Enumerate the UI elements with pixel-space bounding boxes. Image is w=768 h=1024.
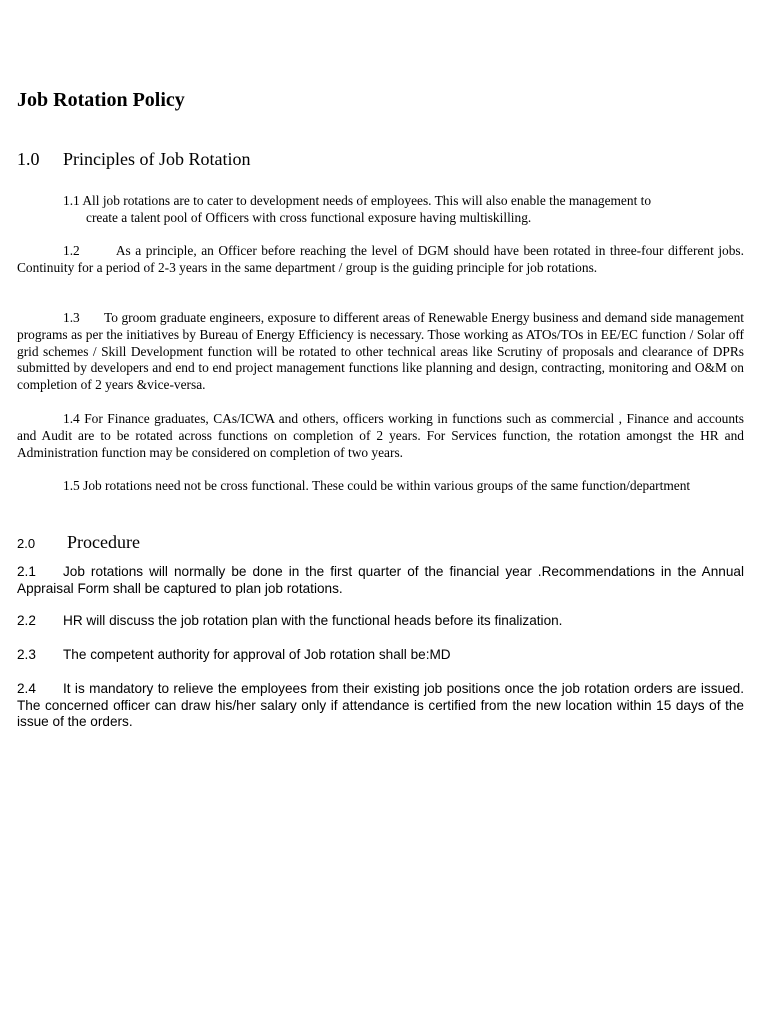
paragraph-number: 2.4	[17, 681, 36, 696]
paragraph-text: As a principle, an Officer before reaching the level of DGM should have been rotated in three-four different jobs. Continuity for a period of 2-3 years in the same department / group is the guiding principle for job rotations.	[17, 243, 744, 275]
paragraph-number: 2.2	[17, 613, 36, 628]
paragraph-continuation: create a talent pool of Officers with cross functional exposure having multiskilling.	[86, 209, 532, 225]
page-title: Job Rotation Policy	[17, 89, 185, 111]
paragraph-text: It is mandatory to relieve the employees from their existing job positions once the job rotation orders are issued. The concerned officer can draw his/her salary only if attendance is certified from the new location within 15 days of the issue of the orders.	[17, 681, 744, 730]
paragraph-text: Job rotations will normally be done in the first quarter of the financial year .Recommendations in the Annual Appraisal Form shall be captured to plan job rotations.	[17, 564, 744, 596]
paragraph-2-4	[17, 681, 744, 731]
paragraph-1-5	[17, 478, 744, 495]
section-title: Principles of Job Rotation	[63, 149, 251, 169]
paragraph-text: For Finance graduates, CAs/ICWA and others, officers working in functions such as commercial , Finance and accounts and Audit are to be rotated across functions on completion of 2 years. For Services function, the rotation amongst the HR and Administration function may be considered on completion of two years.	[17, 411, 744, 460]
paragraph-number: 1.5	[63, 478, 80, 493]
paragraph-text: The competent authority for approval of Job rotation shall be:MD	[63, 647, 451, 662]
paragraph-text: All job rotations are to cater to development needs of employees. This will also enable the management to	[82, 193, 652, 208]
paragraph-text: To groom graduate engineers, exposure to different areas of Renewable Energy business and demand side management programs as per the initiatives by Bureau of Energy Efficiency is necessary. Those working as ATOs/TOs in EE/EC function / Solar off grid schemes / Skill Development function will be rotated to other technical areas like Scrutiny of proposals and clearance of DPRs submitted by developers and end to end project management functions like planning and design, contracting, monitoring and O&M on completion of 2 years &vice-versa.	[17, 310, 744, 393]
section-title: Procedure	[67, 532, 140, 552]
section-number: 2.0	[17, 536, 36, 551]
paragraph-2-2	[17, 613, 744, 630]
paragraph-1-1	[17, 193, 744, 227]
paragraph-number: 1.3	[63, 310, 80, 325]
paragraph-number: 1.2	[63, 243, 80, 258]
paragraph-2-3	[17, 647, 744, 664]
section-1-heading	[17, 149, 251, 170]
paragraph-1-3	[17, 310, 744, 394]
paragraph-2-1	[17, 564, 744, 597]
section-number: 1.0	[17, 149, 40, 169]
paragraph-number: 2.1	[17, 564, 36, 579]
paragraph-1-4	[17, 411, 744, 461]
paragraph-number: 2.3	[17, 647, 36, 662]
paragraph-1-2	[17, 243, 744, 277]
section-2-heading	[17, 528, 140, 555]
paragraph-number: 1.1	[63, 193, 80, 208]
paragraph-number: 1.4	[63, 411, 80, 426]
paragraph-text: HR will discuss the job rotation plan with the functional heads before its finalization.	[63, 613, 563, 628]
paragraph-text: Job rotations need not be cross functional. These could be within various groups of the same function/department	[83, 478, 691, 493]
